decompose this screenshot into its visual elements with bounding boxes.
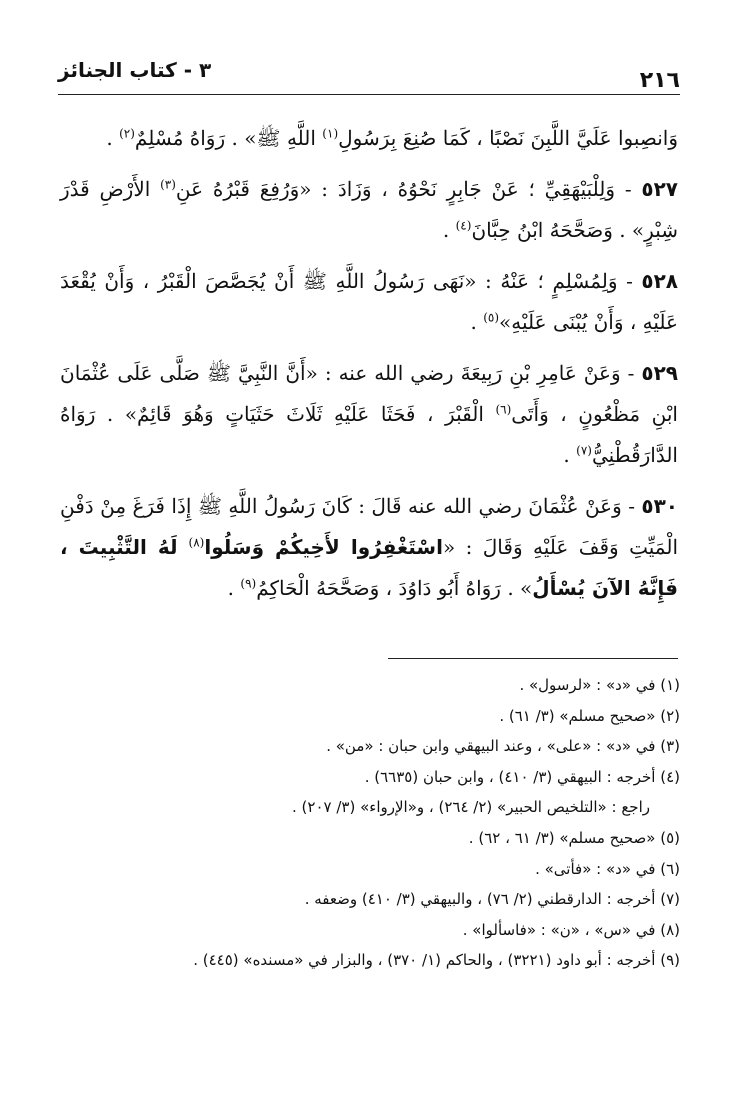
hadith-529 [60,353,678,476]
footnote-ref: (٤) [455,218,472,233]
footnote-4-continued: راجع : «التلخيص الحبير» (٢/ ٢٦٤) ، و«الإرواء» (٣/ ٢٠٧) . [292,798,650,817]
text-run: » . رَوَاهُ أَبُو دَاوُدَ ، وَصَحَّحَهُ الْحَاكِمُ [256,576,533,600]
hadith-number: ٥٢٨ [641,269,678,293]
footnote-ref: (٧) [576,443,592,458]
text-run: الأَرْضِ قَدْرَ شِبْرٍ» . وَصَحَّحَهُ ابْنُ حِبَّانَ [60,177,678,242]
footnote-1: (١) في «د» : «لرسول» . [519,676,680,694]
footnote-separator [388,658,678,659]
footnote-5: (٥) «صحيح مسلم» (٣/ ٦١ ، ٦٢) . [468,828,680,847]
text-run: - وَعَنْ عَامِرِ بْنِ رَبِيعَةَ رضي الله عنه : «أَنَّ النَّبِيَّ ﷺ صَلَّى عَلَى عُثْمَانَ ابْنِ مَظْعُونٍ ، وَأَتَى [60,361,678,426]
chapter-title: ٣ - كتاب الجنائز [58,58,212,82]
text-run: . [227,576,241,600]
footnote-ref: (٦) [495,402,512,417]
text-run: . [470,310,484,334]
footnote-9: (٩) أخرجه : أبو داود (٣٢٢١) ، والحاكم (١/ ٣٧٠) ، والبزار في «مسنده» (٤٤٥) . [193,951,680,970]
text-run: - وَعَنْ عُثْمَانَ رضي الله عنه قَالَ : كَانَ رَسُولُ اللَّهِ ﷺ إِذَا فَرَغَ مِنْ دَفْنِ الْمَيِّتِ وَقَفَ عَلَيْهِ وَقَالَ : « [60,494,678,559]
footnote-ref: (٢) [119,126,135,141]
hadith-number: ٥٢٩ [641,361,678,385]
footnote-2: (٢) «صحيح مسلم» (٣/ ٦١) . [499,706,680,725]
text-run: الْقَبْرَ ، فَحَثَا عَلَيْهِ ثَلَاثَ حَثَيَاتٍ وَهُوَ قَائِمٌ» . رَوَاهُ الدَّارَقُطْنِيُّ [60,402,678,467]
footnote-3: (٣) في «د» : «على» ، وعند البيهقي وابن حبان : «من» . [326,737,680,756]
highlighted-text: اسْتَغْفِرُوا لأَخِيكُمْ وَسَلُوا [204,535,443,559]
page-number: ٢١٦ [639,68,680,93]
hadith-527 [60,169,678,251]
text-run: . [442,218,456,242]
footnote-ref: (٥) [483,310,500,325]
hadith-number: ٥٣٠ [641,494,678,518]
highlighted-text: لَهُ التَّثْبِيتَ ، فَإِنَّهُ الآنَ يُسْأَلُ [60,535,678,600]
footnote-ref: (٩) [240,576,257,591]
text-run: . [106,126,120,150]
text-run: . [563,443,577,467]
hadith-528 [60,261,678,343]
footnote-4: (٤) أخرجه : البيهقي (٣/ ٤١٠) ، وابن حبان (٦٦٣٥) . [364,767,680,786]
page-header [58,58,680,96]
footnote-ref: (١) [322,126,339,141]
text-run: - وَلِلْبَيْهَقِيِّ ؛ عَنْ جَابِرٍ نَحْوُهُ ، وَزَادَ : «وَرُفِعَ قَبْرُهُ عَنِ [175,177,642,201]
footnote-7: (٧) أخرجه : الدارقطني (٢/ ٧٦) ، والبيهقي (٣/ ٤١٠) وضعفه . [304,890,680,909]
footnotes [60,670,680,976]
hadith-530 [60,486,678,609]
footnote-8: (٨) في «س» ، «ن» : «فاسألوا» . [462,920,680,939]
hadith-number: ٥٢٧ [641,177,679,201]
paragraph-continuation [60,118,678,159]
text-run: اللَّهِ ﷺ» . رَوَاهُ مُسْلِمٌ [134,126,323,150]
footnote-ref: (٣) [160,177,176,192]
main-text [60,118,678,619]
text-run: وَانصِبوا عَلَيَّ اللَّبِنَ نَصْبًا ، كَمَا صُنِعَ بِرَسُولِ [338,126,678,150]
footnote-6: (٦) في «د» : «فأتى» . [535,859,680,878]
footnote-ref: (٨) [188,535,205,550]
text-run: - وَلِمُسْلِمٍ ؛ عَنْهُ : «نَهَى رَسُولُ اللَّهِ ﷺ أَنْ يُجَصَّصَ الْقَبْرُ ، وَأَنْ يُقْعَدَ عَلَيْهِ ، وَأَنْ يُبْنَى عَلَيْهِ» [60,269,678,334]
header-rule [58,94,680,95]
